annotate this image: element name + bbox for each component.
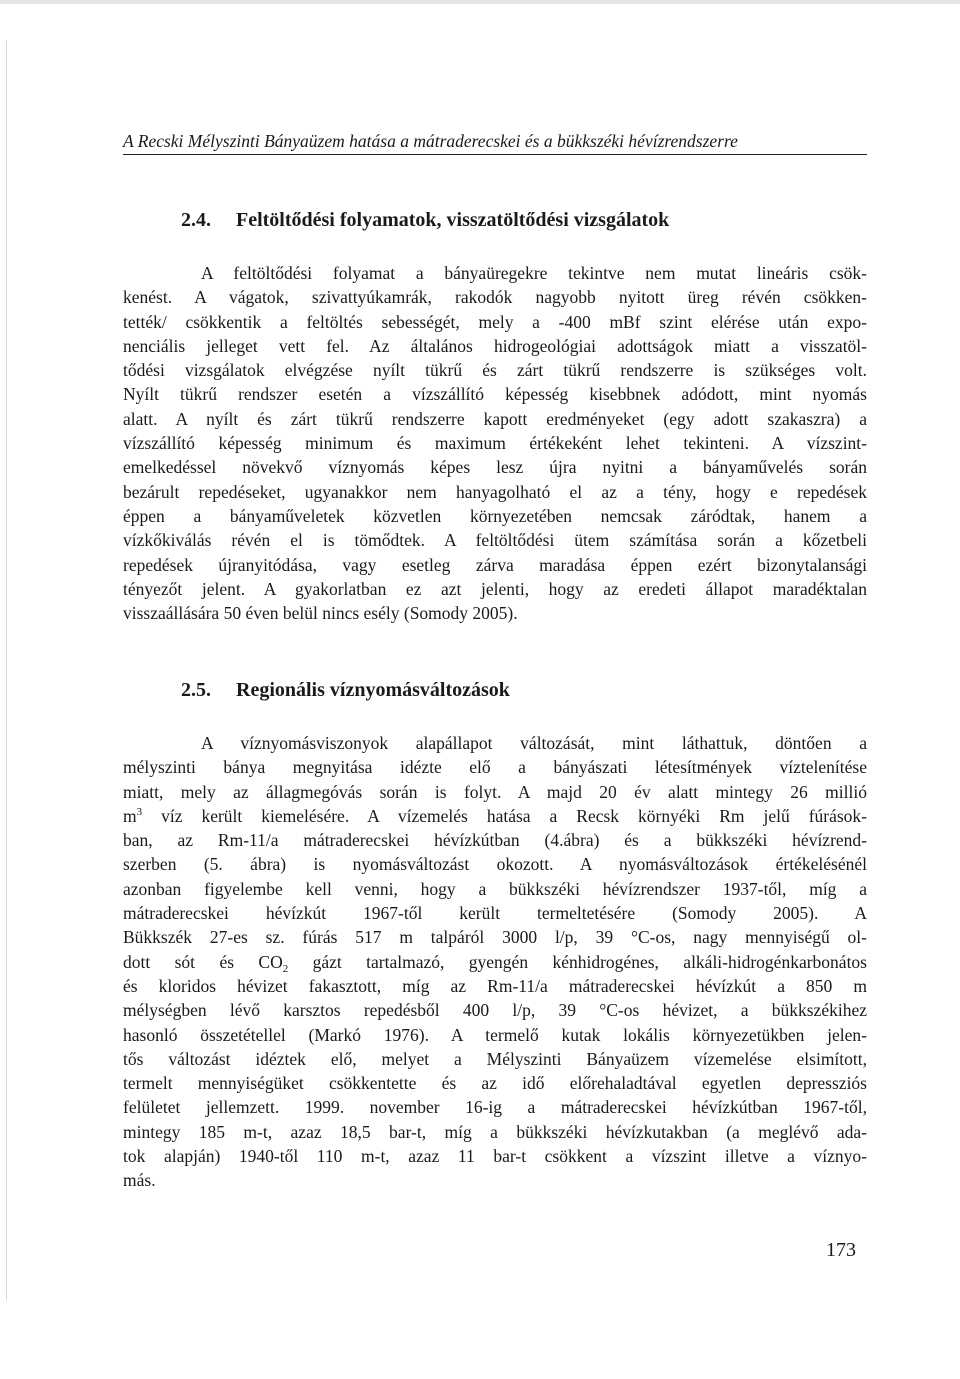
text-line: A víznyomásviszonyok alapállapot változását, mint láthattuk, döntően a <box>201 733 867 753</box>
text-line: miatt, mely az állagmegóvás során is folyt. A majd 20 év alatt mintegy 26 millió <box>123 781 867 802</box>
text-line: bezárult repedéseket, ugyanakkor nem hanyagolható el az a tény, hogy e repedések <box>123 481 867 502</box>
text-line <box>123 804 867 828</box>
text-line: tődési vizsgálatok elvégzése nyílt tükrű és zárt tükrű rendszerre is szükséges volt. <box>123 360 867 381</box>
text-line: Nyílt tükrű rendszer esetén a vízszállító képesség kisebbnek adódott, mint nyomás <box>123 384 867 405</box>
text-line: vízkőkiválás révén el is tömődtek. A feltöltődési ütem számítása során a kőzetbeli <box>123 530 867 551</box>
line-post: gázt tartalmazó, gyengén kénhidrogénes, alkáli-hidrogénkarbonátos <box>288 951 867 972</box>
section-title: Regionális víznyomásváltozások <box>236 679 510 701</box>
running-header: A Recski Mélyszinti Bányaüzem hatása a mátraderecskei és a bükkszéki hévízrendszerre <box>123 129 867 155</box>
section-heading-2-5 <box>181 677 510 703</box>
text-line: más. <box>123 1170 156 1191</box>
text-line: emelkedéssel növekvő víznyomás képes lesz újra nyitni a bányaművelés során <box>123 457 867 478</box>
text-line: szerben (5. ábra) is nyomásváltozást okozott. A nyomásváltozások értékelésénél <box>123 854 867 875</box>
scan-edge-top <box>0 0 960 4</box>
unit-m: m <box>123 805 137 826</box>
text-line: alatt. A nyílt és zárt tükrű rendszerre kapott eredményeket (egy adott szakaszra) a <box>123 408 867 429</box>
text-line: azonban figyelembe kell venni, hogy a bükkszéki hévízrendszer 1937-től, míg a <box>123 878 867 899</box>
superscript-3: 3 <box>136 805 143 818</box>
text-line <box>123 950 867 974</box>
section-number: 2.5. <box>181 679 211 701</box>
text-line: tényezőt jelent. A gyakorlatban ez azt jelenti, hogy az eredeti állapot maradéktalan <box>123 578 867 599</box>
text-line: tok alapján) 1940-től 110 m-t, azaz 11 bar-t csökkent a vízszint illetve a víznyo- <box>123 1146 867 1167</box>
text-line: tős változást idéztek elő, melyet a Mélyszinti Bányaüzem vízemelése elsimított, <box>123 1048 867 1069</box>
text-line: vízszállító képesség minimum és maximum értékeként lehet tekinteni. A vízszint- <box>123 433 867 454</box>
section-2-5-body <box>123 731 867 1193</box>
text-line: nenciális jelleget vett fel. Az általános hidrogeológiai adottságok miatt a visszatöl- <box>123 335 867 356</box>
text-line: felületet jellemzett. 1999. november 16-ig a mátraderecskei hévízkútban 1967-től, <box>123 1097 867 1118</box>
page-number: 173 <box>826 1239 856 1261</box>
text-line: A feltöltődési folyamat a bányaüregekre tekintve nem mutat lineáris csök- <box>201 263 867 283</box>
text-line: visszaállására 50 éven belül nincs esély (Somody 2005). <box>123 603 518 624</box>
line-rest: víz került kiemelésére. A vízemelés hatása a Recsk környéki Rm jelű fúrások- <box>142 805 867 826</box>
section-number: 2.4. <box>181 209 211 231</box>
text-line: mélységben lévő karsztos repedésből 400 l/p, 39 °C-os hévizet, a bükkszékihez <box>123 1000 867 1021</box>
text-line: és kloridos hévizet fakasztott, míg az Rm-11/a mátraderecskei hévízkút a 850 m <box>123 975 867 996</box>
section-title: Feltöltődési folyamatok, visszatöltődési vizsgálatok <box>236 209 670 231</box>
text-line: tették/ csökkentik a feltöltés sebességét, mely a -400 mBf szint elérése után expo- <box>123 311 867 332</box>
text-line: ban, az Rm-11/a mátraderecskei hévízkútban (4.ábra) és a bükkszéki hévízrend- <box>123 830 867 851</box>
text-line: hasonló összetétellel (Markó 1976). A termelő kutak lokális környezetükben jelen- <box>123 1024 867 1045</box>
text-line: mátraderecskei hévízkút 1967-től került termeltetésére (Somody 2005). A <box>123 903 867 924</box>
section-2-4-body <box>123 261 867 625</box>
text-line: mélyszinti bánya megnyitása idézte elő a bányászati létesítmények víztelenítése <box>123 757 867 778</box>
text-line: termelt mennyiségüket csökkentette és az idő előrehaladtával egyetlen depressziós <box>123 1073 867 1094</box>
line-pre: dott sót és CO <box>123 951 283 972</box>
text-line: mintegy 185 m-t, azaz 18,5 bar-t, míg a bükkszéki hévízkutakban (a meglévő ada- <box>123 1121 867 1142</box>
subscript-2: 2 <box>282 962 289 975</box>
text-line: Bükkszék 27-es sz. fúrás 517 m talpáról 3000 l/p, 39 °C-os, nagy mennyiségű ol- <box>123 927 867 948</box>
text-line: repedések újranyitódása, vagy esetleg zárva maradása éppen ezért bizonytalansági <box>123 554 867 575</box>
section-heading-2-4 <box>181 207 669 233</box>
text-line: kenést. A vágatok, szivattyúkamrák, rakodók nagyobb nyitott üreg révén csökken- <box>123 287 867 308</box>
text-line: éppen a bányaműveletek közvetlen környezetében nemcsak záródtak, hanem a <box>123 505 867 526</box>
scan-edge-left <box>6 40 7 1300</box>
